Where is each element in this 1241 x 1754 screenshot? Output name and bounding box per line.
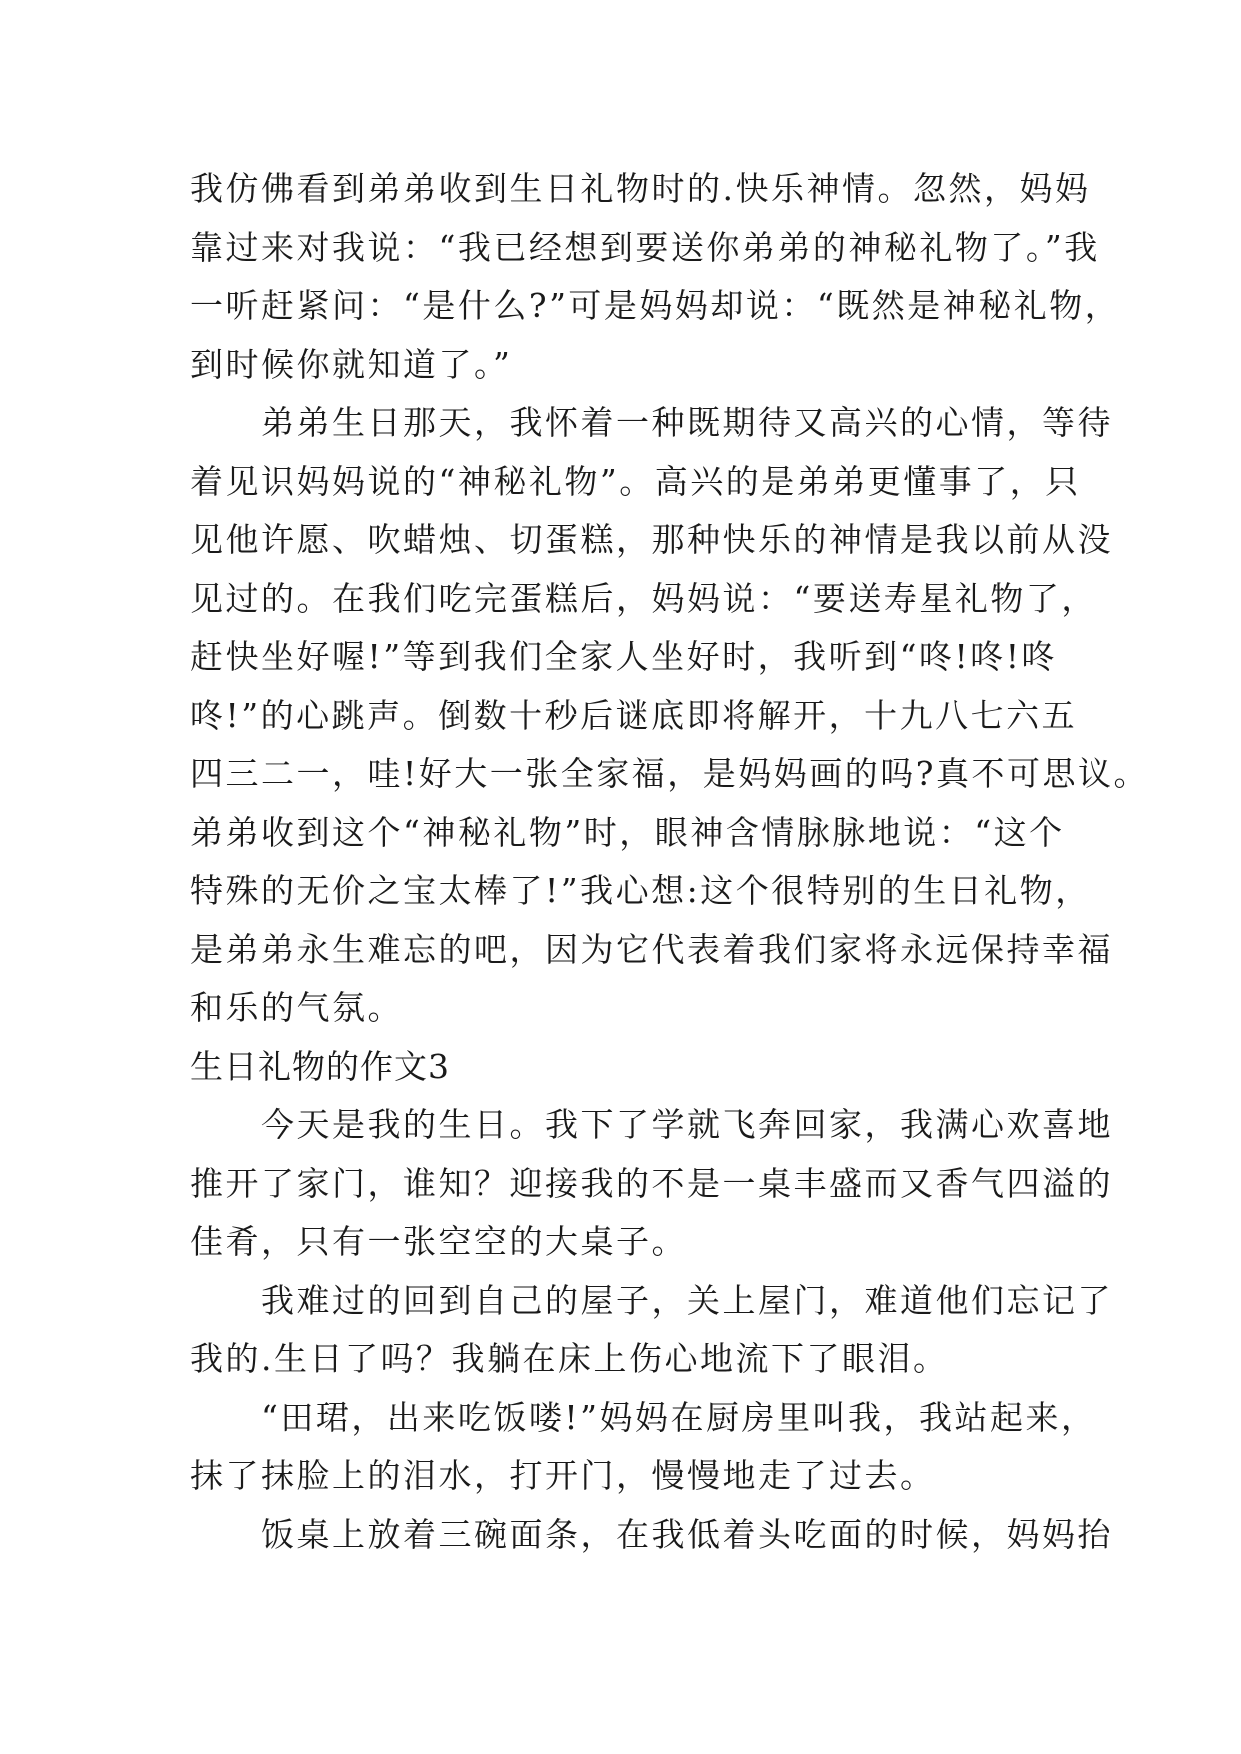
text-line: 靠过来对我说：“我已经想到要送你弟弟的神秘礼物了。”我 bbox=[190, 227, 1100, 267]
text-line: 见他许愿、吹蜡烛、切蛋糕，那种快乐的神情是我以前从没 bbox=[190, 520, 1113, 559]
text-line: 见过的。在我们吃完蛋糕后，妈妈说：“要送寿星礼物了， bbox=[190, 578, 1097, 618]
text-line: 四三二一，哇!好大一张全家福，是妈妈画的吗?真不可思议。 bbox=[190, 754, 1149, 793]
text-line: 咚!”的心跳声。倒数十秒后谜底即将解开，十九八七六五 bbox=[190, 695, 1078, 735]
text-line: 推开了家门，谁知？迎接我的不是一桌丰盛而又香气四溢的 bbox=[190, 1163, 1113, 1203]
text-line: 抹了抹脸上的泪水，打开门，慢慢地走了过去。 bbox=[190, 1456, 936, 1495]
text-line: 佳肴，只有一张空空的大桌子。 bbox=[190, 1222, 687, 1261]
text-line: 到时候你就知道了。” bbox=[190, 344, 513, 384]
text-line: 是弟弟永生难忘的吧，因为它代表着我们家将永远保持幸福 bbox=[190, 929, 1113, 969]
text-line: 着见识妈妈说的“神秘礼物”。高兴的是弟弟更懂事了，只 bbox=[190, 461, 1081, 501]
text-line: 我难过的回到自己的屋子，关上屋门，难道他们忘记了 bbox=[190, 1280, 1113, 1320]
text-line: 一听赶紧问：“是什么?”可是妈妈却说：“既然是神秘礼物， bbox=[190, 286, 1121, 325]
text-line: “田珺，出来吃饭喽!”妈妈在厨房里叫我，我站起来， bbox=[190, 1397, 1097, 1437]
text-line: 特殊的无价之宝太棒了!”我心想:这个很特别的生日礼物， bbox=[190, 871, 1091, 910]
section-heading: 生日礼物的作文3 bbox=[190, 1046, 450, 1086]
document-page bbox=[190, 160, 1149, 1564]
text-line: 饭桌上放着三碗面条，在我低着头吃面的时候，妈妈抬 bbox=[190, 1514, 1113, 1554]
text-line: 弟弟生日那天，我怀着一种既期待又高兴的心情，等待 bbox=[190, 403, 1113, 442]
text-line: 赶快坐好喔!”等到我们全家人坐好时，我听到“咚!咚!咚 bbox=[190, 637, 1058, 676]
text-line: 今天是我的生日。我下了学就飞奔回家，我满心欢喜地 bbox=[190, 1105, 1113, 1144]
text-line: 我的.生日了吗？我躺在床上伤心地流下了眼泪。 bbox=[190, 1339, 949, 1378]
text-line: 弟弟收到这个“神秘礼物”时，眼神含情脉脉地说：“这个 bbox=[190, 812, 1065, 852]
text-line: 和乐的气氛。 bbox=[190, 988, 403, 1027]
text-line: 我仿佛看到弟弟收到生日礼物时的.快乐神情。忽然，妈妈 bbox=[190, 169, 1091, 208]
